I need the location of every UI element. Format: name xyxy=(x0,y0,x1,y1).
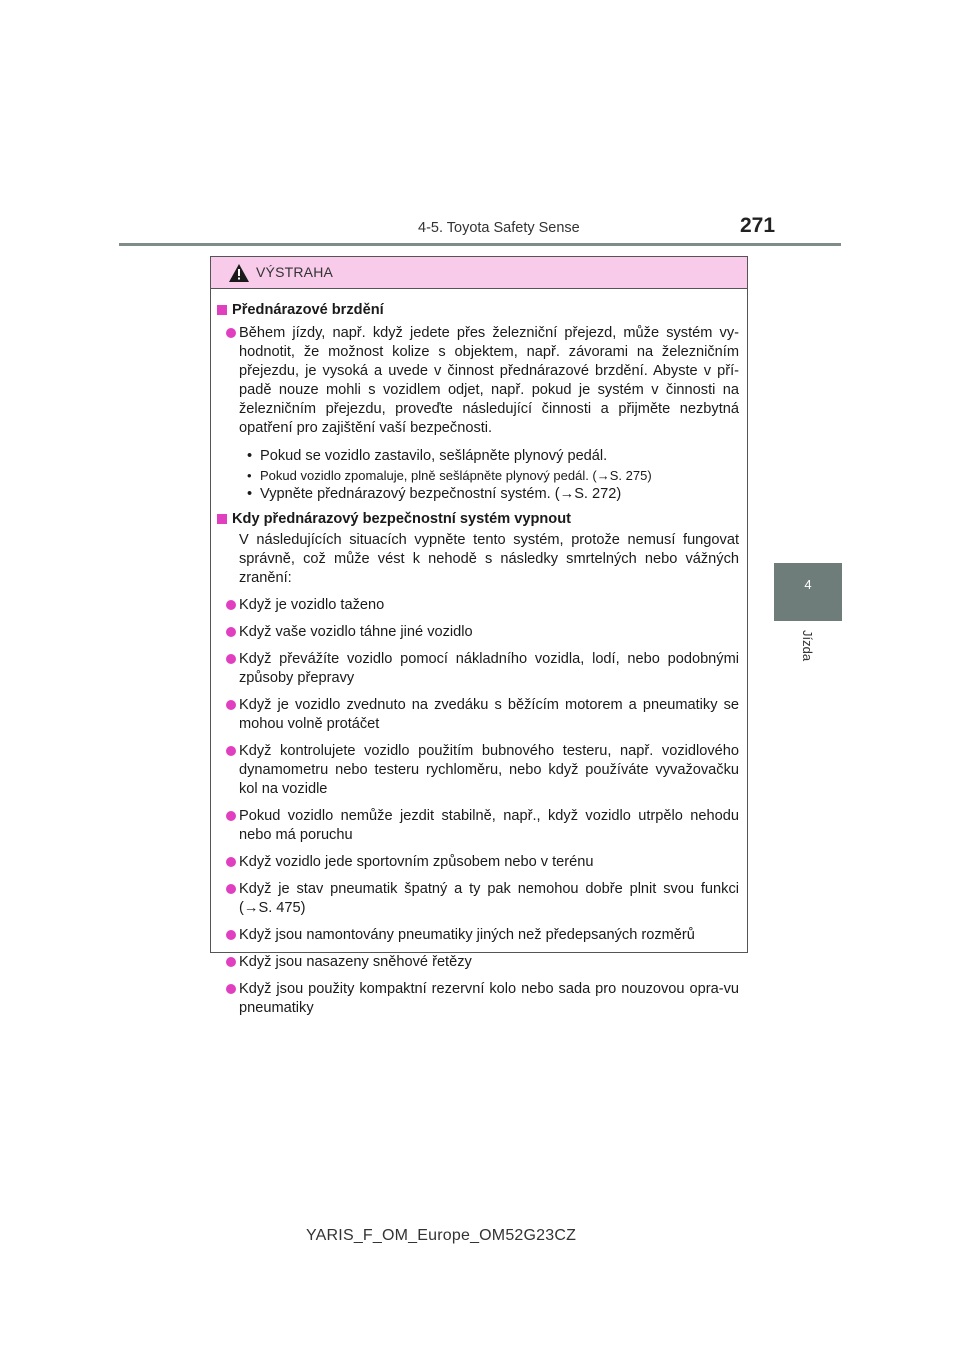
round-bullet-icon xyxy=(226,857,236,867)
round-bullet-icon xyxy=(226,930,236,940)
chapter-tab xyxy=(774,563,842,621)
list-item: Když je vozidlo zvednuto na zvedáku s běžícím motorem a pneumatiky se mohou volně protáčet xyxy=(217,696,739,734)
round-bullet-icon xyxy=(226,746,236,756)
round-bullet-icon xyxy=(226,957,236,967)
sub-list-item: • Pokud se vozidlo zastavilo, sešlápněte plynový pedál. xyxy=(247,448,608,464)
round-bullet-icon xyxy=(226,884,236,894)
chapter-number: 4 xyxy=(804,577,812,592)
round-bullet-icon xyxy=(226,654,236,664)
round-bullet-icon xyxy=(226,600,236,610)
round-bullet-icon xyxy=(226,328,236,338)
square-bullet-icon xyxy=(217,514,227,524)
section-heading: Přednárazové brzdění xyxy=(217,301,739,320)
list-item: Když je stav pneumatik špatný a ty pak nemohou dobře plnit svou funkci (→S. 475) xyxy=(217,880,739,918)
chapter-label: Jízda xyxy=(800,630,815,662)
section-title: 4-5. Toyota Safety Sense xyxy=(418,220,580,236)
page-number: 271 xyxy=(740,214,776,237)
square-bullet-icon xyxy=(217,305,227,315)
list-item: Když jsou nasazeny sněhové řetězy xyxy=(217,953,739,972)
warning-box xyxy=(210,256,748,1016)
section-intro: V následujících situacích vypněte tento systém, protože nemusí fungovat správně, což může vést k nehodě s následky smrtelných nebo vážných zranění: xyxy=(239,532,739,586)
warning-header xyxy=(211,257,747,289)
round-bullet-icon xyxy=(226,811,236,821)
round-bullet-icon xyxy=(226,627,236,637)
section-heading: Kdy přednárazový bezpečnostní systém vypnout xyxy=(217,510,739,529)
list-item: Když je vozidlo taženo xyxy=(217,596,739,615)
list-item: Během jízdy, např. když jedete přes železniční přejezd, může systém vy-hodnotit, že možnost kolize s objektem, např. závorami na železničním přejezdu, je vysoká a uvede v činnost přednárazové brzdění. Abyste v pří-padě nouze mohli s vozidlem odjet, např. pokud je systém v činnosti na železničním přejezdu, proveďte následující činnosti a přijměte nezbytná opatření pro zajištění vaší bezpečnosti. xyxy=(217,324,739,438)
header-divider xyxy=(119,243,841,246)
list-item: Pokud vozidlo nemůže jezdit stabilně, např., když vozidlo utrpělo nehodu nebo má poruchu xyxy=(217,807,739,845)
list-item: Když jsou namontovány pneumatiky jiných než předepsaných rozměrů xyxy=(217,926,739,945)
document-code: YARIS_F_OM_Europe_OM52G23CZ xyxy=(306,1227,577,1244)
round-bullet-icon xyxy=(226,984,236,994)
warning-body xyxy=(211,288,747,1018)
list-item: Když vaše vozidlo táhne jiné vozidlo xyxy=(217,623,739,642)
list-item: Když kontrolujete vozidlo použitím bubnového testeru, např. vozidlového dynamometru nebo testeru rychloměru, nebo když používáte vyvažovačku kol na vozidle xyxy=(217,742,739,799)
warning-title: VÝSTRAHA xyxy=(256,264,334,280)
list-item: Když převážíte vozidlo pomocí nákladního vozidla, lodí, nebo podobnými způsoby přepravy xyxy=(217,650,739,688)
round-bullet-icon xyxy=(226,700,236,710)
list-item: Když jsou použity kompaktní rezervní kolo nebo sada pro nouzovou opra-vu pneumatiky xyxy=(217,980,739,1018)
sub-list-item: • Vypněte přednárazový bezpečnostní systém. (→S. 272) xyxy=(247,486,622,502)
list-item: Když vozidlo jede sportovním způsobem nebo v terénu xyxy=(217,853,739,872)
sub-list-item: • Pokud vozidlo zpomaluje, plně sešlápněte plynový pedál. (→S. 275) xyxy=(247,468,652,483)
warning-triangle-icon xyxy=(228,263,250,283)
